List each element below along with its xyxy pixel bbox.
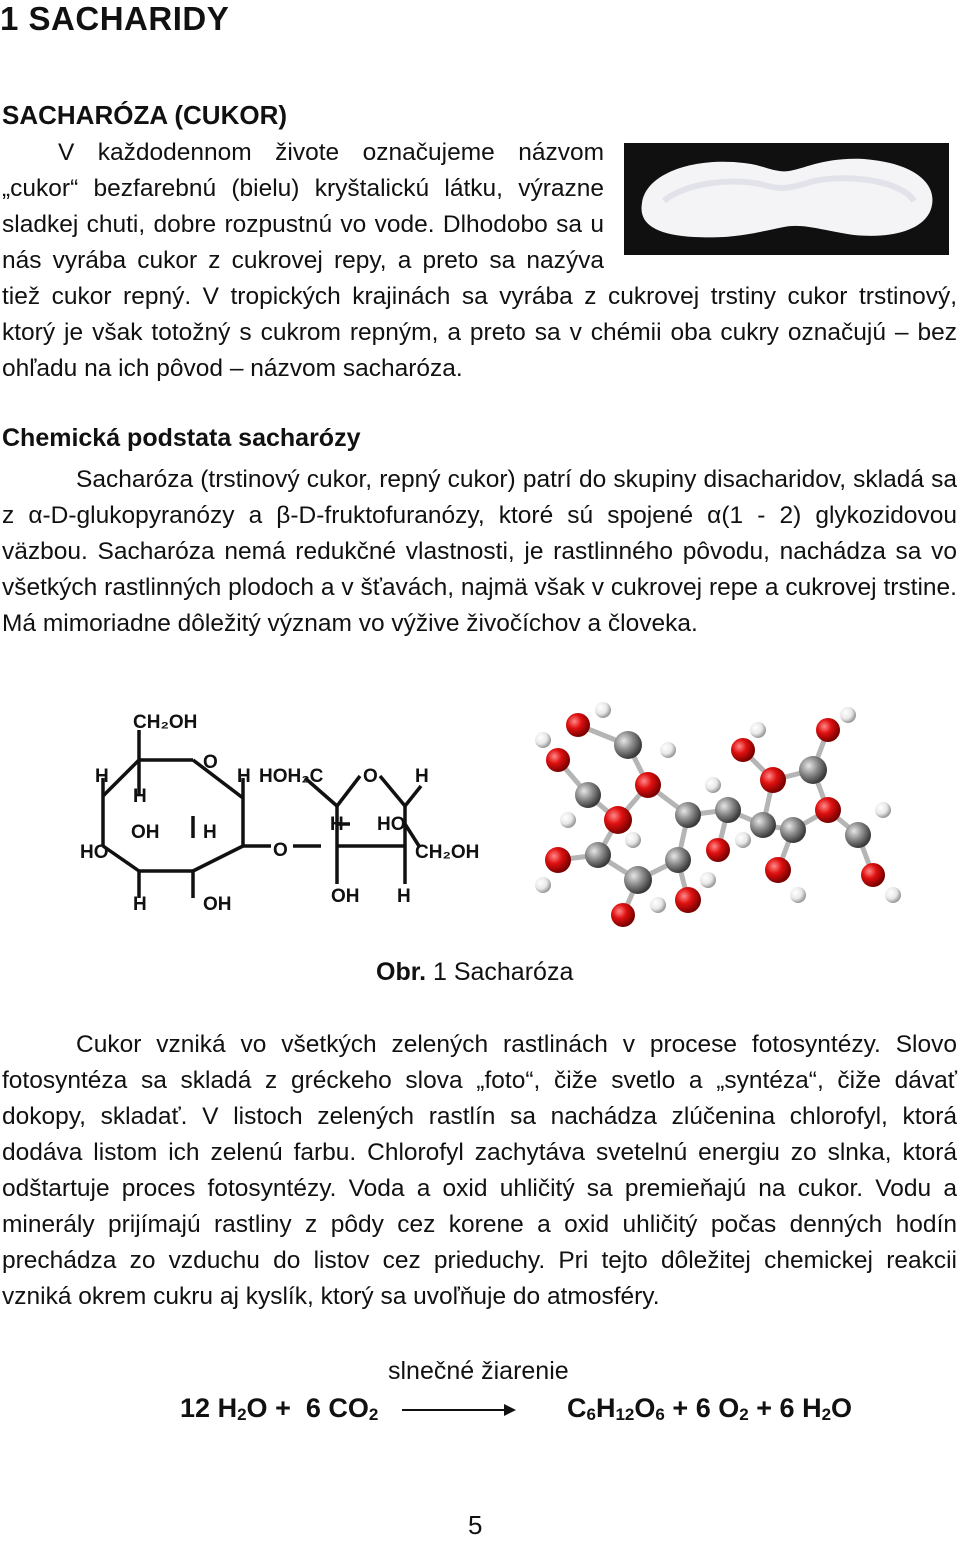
label-hoh2c: HOH₂C	[259, 766, 324, 787]
intro-paragraph	[2, 135, 957, 387]
label-h5: H	[203, 822, 217, 843]
label-h2: H	[133, 786, 147, 807]
label-o-ring2: O	[363, 766, 378, 787]
chapter-title: 1 SACHARIDY	[0, 0, 230, 37]
model-atoms	[535, 702, 901, 927]
label-o-link: O	[273, 840, 288, 861]
label-h3: H	[237, 766, 251, 787]
equation-condition: slnečné žiarenie	[388, 1357, 569, 1385]
label-h7: H	[133, 894, 147, 915]
label-h4: H	[415, 766, 429, 787]
label-ho2: HO	[377, 814, 406, 835]
photosynthesis-paragraph	[2, 1027, 957, 1315]
sugar-photo	[624, 143, 949, 255]
bond-lines	[103, 730, 421, 898]
label-oh1: OH	[131, 822, 160, 843]
label-oh3: OH	[331, 886, 360, 907]
label-h6: H	[330, 814, 344, 835]
caption-label: Obr.	[376, 958, 427, 986]
intro-text: V každodennom živote označujeme názvom „cukor“ bezfarebnú (bielu) kryštalickú látku, výrazne sladkej chuti, dobre rozpustnú vo vode. Dlhodobo sa u nás vyrába cukor z cukrovej repy, a preto sa nazýva tiež cukor repný. V tropických krajinách sa vyrába z cukrovej trstiny cukor trstinový, ktorý je však totožný s cukrom repným, a preto sa v chémii oba cukry označujú – bez ohľadu na ich pôvod – názvom sacharóza.	[2, 139, 957, 382]
chemistry-paragraph	[2, 462, 957, 642]
page-number: 5	[468, 1510, 483, 1540]
sucrose-ball-stick-model	[528, 700, 908, 930]
label-o-ring1: O	[203, 752, 218, 773]
equation-reactants: 12 $H_2O + 6$ $CO_2$	[180, 1393, 379, 1424]
label-h1: H	[95, 766, 109, 787]
sucrose-structure-diagram	[75, 706, 495, 931]
reaction-arrow-icon	[400, 1398, 518, 1422]
section-title: SACHARÓZA (CUKOR)	[2, 100, 288, 130]
chemistry-text: Sacharóza (trstinový cukor, repný cukor) patrí do skupiny disacharidov, skladá sa z α-D-glukopyranózy a β-D-fruktofuranózy, ktoré sú spojené α(1 - 2) glykozidovou väzbou. Sacharóza nemá redukčné vlastnosti, je rastlinného pôvodu, nachádza sa vo všetkých rastlinných plodoch a v šťavách, najmä však v cukrovej repe a cukrovej trstine. Má mimoriadne dôležitý význam vo výžive živočíchov a človeka.	[2, 466, 957, 637]
subsection-title: Chemická podstata sacharózy	[2, 424, 361, 452]
photosynthesis-text: Cukor vzniká vo všetkých zelených rastlinách v procese fotosyntézy. Slovo fotosyntéza sa skladá z gréckeho slova „foto“, čiže svetlo a „syntéza“, čiže dávať dokopy, skladať. V listoch zelených rastlín sa nachádza zlúčenina chlorofyl, ktorá dodáva listom ich zelenú farbu. Chlorofyl zachytáva svetelnú energiu zo slnka, ktorá odštartuje proces fotosyntézy. Voda a oxid uhličitý sa premieňajú na cukor. Vodu a minerály prijímajú rastliny z pôdy cez korene a oxid uhličitý počas denných hodín prechádza zo vzduchu do listov cez prieduchy. Pri tejto dôležitej chemickej reakcii vzniká okrem cukru aj kyslík, ktorý sa uvoľňuje do atmosféry.	[2, 1031, 957, 1310]
label-ch2oh-right: CH₂OH	[415, 842, 480, 863]
caption-text: Sacharóza	[453, 958, 574, 986]
figure-caption	[376, 958, 573, 987]
label-ho1: HO	[80, 842, 109, 863]
label-h8: H	[397, 886, 411, 907]
label-oh2: OH	[203, 894, 232, 915]
label-ch2oh-top: CH₂OH	[133, 712, 198, 733]
equation-products: $C_6H_{12}O_6 + 6$ $O_2 + 6$ $H_2O$	[567, 1393, 853, 1424]
caption-number: 1	[432, 958, 447, 986]
